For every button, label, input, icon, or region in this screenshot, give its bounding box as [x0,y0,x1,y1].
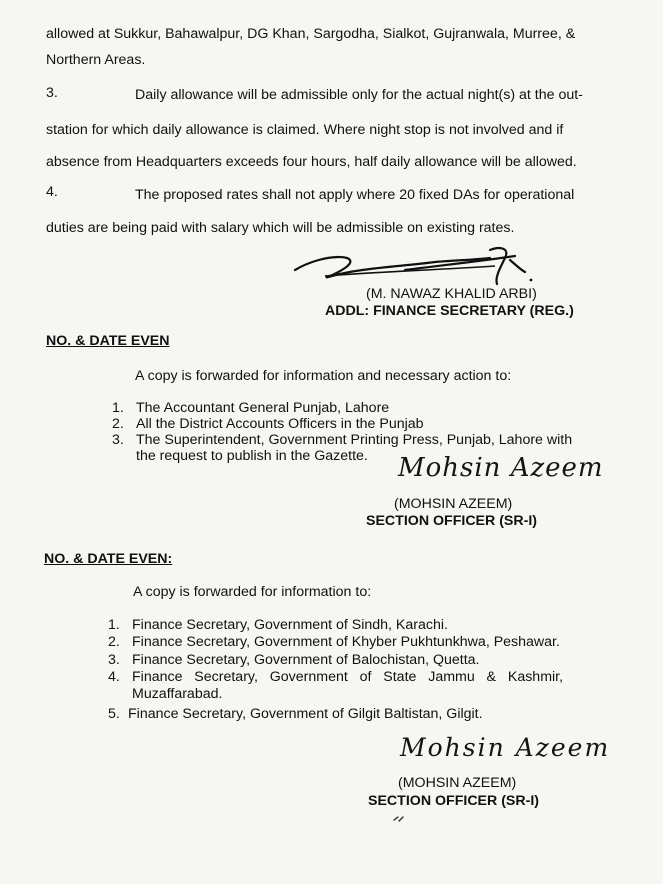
list-item-continuation: the request to publish in the Gazette. [136,448,368,464]
signature-scribble [285,240,555,290]
list-item-continuation: Muzaffarabad. [132,686,223,702]
signatory-name: (MOHSIN AZEEM) [398,775,517,791]
body-line: Northern Areas. [46,52,146,68]
signatory-name: (MOHSIN AZEEM) [394,496,513,512]
signatory-title: SECTION OFFICER (SR-I) [368,793,540,809]
list-item: Finance Secretary, Government of Balochistan, Quetta. [132,652,480,668]
list-item: Finance Secretary, Government of State Jammu & Kashmir, [132,669,564,685]
list-item: The Superintendent, Government Printing Press, Punjab, Lahore with [136,432,573,448]
body-line: The proposed rates shall not apply where 20 fixed DAs for operational [135,187,575,203]
para-number: 3. [46,85,58,101]
list-item-number: 5. [108,706,120,722]
signatory-title: ADDL: FINANCE SECRETARY (REG.) [325,303,574,319]
pen-mark [392,814,406,824]
signatory-title: SECTION OFFICER (SR-I) [366,513,538,529]
signatory-name: (M. NAWAZ KHALID ARBI) [366,286,537,302]
body-line: allowed at Sukkur, Bahawalpur, DG Khan, Sargodha, Sialkot, Gujranwala, Murree, & [46,26,576,42]
handwritten-signature: Mohsin Azeem [400,733,611,762]
handwritten-signature: Mohsin Azeem [398,453,604,483]
list-item: All the District Accounts Officers in the Punjab [136,416,424,432]
body-line: station for which daily allowance is claimed. Where night stop is not involved and if [46,122,564,138]
body-line: Daily allowance will be admissible only for the actual night(s) at the out- [135,87,583,103]
list-item: Finance Secretary, Government of Khyber Pukhtunkhwa, Peshawar. [132,634,560,650]
list-item-number: 3. [112,432,124,448]
list-item: The Accountant General Punjab, Lahore [136,400,390,416]
section-heading: NO. & DATE EVEN: [44,551,173,567]
list-item-number: 1. [112,400,124,416]
list-item-number: 1. [108,617,120,633]
body-line: absence from Headquarters exceeds four hours, half daily allowance will be allowed. [46,154,577,170]
para-number: 4. [46,184,58,200]
list-item-number: 2. [108,634,120,650]
list-item-number: 2. [112,416,124,432]
list-item-number: 4. [108,669,120,685]
section-intro: A copy is forwarded for information to: [133,584,372,600]
list-item-number: 3. [108,652,120,668]
body-line: duties are being paid with salary which will be admissible on existing rates. [46,220,515,236]
list-item: Finance Secretary, Government of Sindh, Karachi. [132,617,448,633]
section-intro: A copy is forwarded for information and necessary action to: [135,368,512,384]
section-heading: NO. & DATE EVEN [46,333,170,349]
list-item: Finance Secretary, Government of Gilgit Baltistan, Gilgit. [128,706,483,722]
